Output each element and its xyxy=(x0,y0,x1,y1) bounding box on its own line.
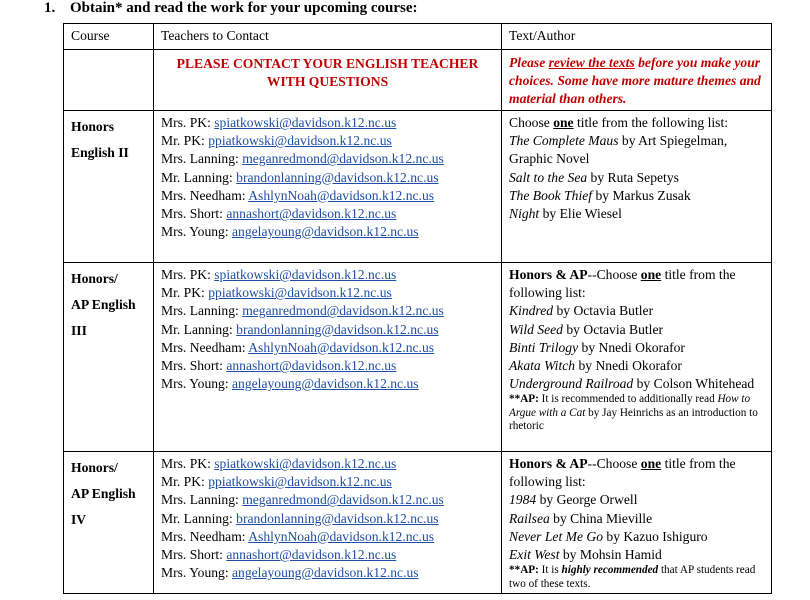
teacher-name: Mrs. Young: xyxy=(161,224,233,240)
teacher-email-link[interactable]: spiatkowski@davidson.k12.nc.us xyxy=(214,115,397,130)
book-item xyxy=(509,169,764,187)
ap-note-label: **AP: xyxy=(509,564,539,577)
teacher-email-link[interactable]: AshlynNoah@davidson.k12.nc.us xyxy=(248,339,435,355)
course-line: Honors/ xyxy=(71,460,118,475)
book-item xyxy=(509,357,764,375)
teacher-line xyxy=(161,357,494,375)
book-author: by Nnedi Okorafor xyxy=(578,339,685,355)
book-author: by Colson Whitehead xyxy=(633,376,755,392)
table-row xyxy=(64,111,772,263)
book-title: Binti Trilogy xyxy=(509,339,579,355)
course-line: English II xyxy=(71,145,129,160)
book-author: by China Mieville xyxy=(549,510,653,526)
ap-note-title: How to Argue with a Cat xyxy=(509,393,751,419)
teacher-email-link[interactable]: angelayoung@davidson.k12.nc.us xyxy=(232,376,419,392)
teacher-line xyxy=(161,205,494,223)
header-text-author: Text/Author xyxy=(502,24,772,50)
teacher-name: Mr. Lanning: xyxy=(161,169,237,185)
header-teachers: Teachers to Contact xyxy=(154,24,502,50)
teacher-email-link[interactable]: brandonlanning@davidson.k12.nc.us xyxy=(236,169,439,185)
book-author: by Kazuo Ishiguro xyxy=(603,528,708,544)
teacher-name: Mr. PK: xyxy=(161,285,209,301)
course-line: Honors/ xyxy=(71,271,118,286)
teacher-line xyxy=(161,564,494,582)
teacher-email-link[interactable]: angelayoung@davidson.k12.nc.us xyxy=(232,224,419,240)
contact-note-text: PLEASE CONTACT YOUR ENGLISH TEACHER WITH QUESTIONS xyxy=(176,56,479,89)
teacher-name: Mr. Lanning: xyxy=(161,321,237,337)
book-author: by Octavia Butler xyxy=(553,303,654,319)
book-title: Railsea xyxy=(509,510,550,526)
teacher-line xyxy=(161,491,494,509)
teacher-line xyxy=(161,546,494,564)
book-item xyxy=(509,510,764,528)
intro-bold: Honors & AP xyxy=(509,267,588,282)
teacher-email-link[interactable]: angelayoung@davidson.k12.nc.us xyxy=(232,565,419,581)
teacher-line xyxy=(161,302,494,320)
teacher-line xyxy=(161,223,494,241)
book-author: by Elie Wiesel xyxy=(539,206,622,222)
book-item xyxy=(509,491,764,509)
teacher-email-link[interactable]: annashort@davidson.k12.nc.us xyxy=(226,547,397,563)
teachers-cell xyxy=(154,111,502,263)
book-item xyxy=(509,528,764,546)
book-list xyxy=(509,132,764,223)
book-author: by Art Spiegelman, Graphic Novel xyxy=(509,133,728,167)
book-title: 1984 xyxy=(509,492,537,508)
ap-note-pre: It is recommended to additionally read xyxy=(538,393,718,406)
teacher-name: Mrs. Needham: xyxy=(161,528,249,544)
book-item xyxy=(509,132,764,168)
teacher-line xyxy=(161,187,494,205)
teacher-name: Mrs. Needham: xyxy=(161,339,249,355)
book-title: The Book Thief xyxy=(509,187,593,203)
course-cell xyxy=(64,111,154,263)
teacher-line xyxy=(161,528,494,546)
teacher-name: Mrs. Lanning: xyxy=(161,151,243,167)
course-line: AP English xyxy=(71,297,136,312)
heading-number: 1. xyxy=(44,0,56,16)
intro-one: one xyxy=(640,456,662,471)
book-item xyxy=(509,339,764,357)
teacher-name: Mrs. PK: xyxy=(161,456,215,471)
teacher-email-link[interactable]: brandonlanning@davidson.k12.nc.us xyxy=(236,510,439,526)
teacher-line xyxy=(161,339,494,357)
teacher-line xyxy=(161,321,494,339)
teacher-email-link[interactable]: brandonlanning@davidson.k12.nc.us xyxy=(236,321,439,337)
teacher-email-link[interactable]: ppiatkowski@davidson.k12.nc.us xyxy=(208,285,392,301)
course-line: IV xyxy=(71,512,87,527)
book-list xyxy=(509,302,764,393)
teacher-line xyxy=(161,455,494,473)
book-item xyxy=(509,205,764,223)
ap-note-emphasis: highly recommended xyxy=(561,564,659,577)
teacher-email-link[interactable]: meganredmond@davidson.k12.nc.us xyxy=(242,492,444,508)
books-intro xyxy=(509,114,764,132)
teacher-email-link[interactable]: spiatkowski@davidson.k12.nc.us xyxy=(214,267,397,282)
books-intro xyxy=(509,455,764,491)
book-title: Wild Seed xyxy=(509,321,563,337)
teacher-email-link[interactable]: AshlynNoah@davidson.k12.nc.us xyxy=(248,528,435,544)
teacher-email-link[interactable]: spiatkowski@davidson.k12.nc.us xyxy=(214,456,397,471)
books-cell xyxy=(502,111,772,263)
book-title: The Complete Maus xyxy=(509,133,619,149)
ap-note-post: that AP students read two of these texts. xyxy=(509,564,756,590)
book-item xyxy=(509,321,764,339)
book-title: Underground Railroad xyxy=(509,376,634,392)
teacher-line xyxy=(161,266,494,284)
teacher-line xyxy=(161,375,494,393)
teacher-name: Mrs. Young: xyxy=(161,565,233,581)
teacher-name: Mr. PK: xyxy=(161,474,209,490)
book-title: Akata Witch xyxy=(509,358,576,374)
teacher-name: Mrs. Needham: xyxy=(161,187,249,203)
teacher-name: Mrs. Short: xyxy=(161,206,227,222)
course-reading-table xyxy=(63,23,772,594)
book-title: Exit West xyxy=(509,547,560,563)
review-note xyxy=(502,50,772,111)
teacher-name: Mrs. Short: xyxy=(161,547,227,563)
header-course: Course xyxy=(64,24,154,50)
ap-note-pre: It is xyxy=(538,564,562,577)
book-author: by Markus Zusak xyxy=(592,187,691,203)
book-author: by George Orwell xyxy=(536,492,638,508)
course-line: III xyxy=(71,323,87,338)
teacher-name: Mrs. Lanning: xyxy=(161,303,243,319)
teacher-name: Mrs. Lanning: xyxy=(161,492,243,508)
teacher-email-link[interactable]: ppiatkowski@davidson.k12.nc.us xyxy=(208,133,392,149)
teacher-line xyxy=(161,284,494,302)
teacher-line xyxy=(161,132,494,150)
intro-post: title from the following list: xyxy=(509,267,736,301)
teachers-cell xyxy=(154,263,502,452)
intro-mid: --Choose xyxy=(587,456,641,471)
review-note-post: before you make your choices. Some have more mature themes and material than others. xyxy=(509,55,761,106)
ap-note-post: by Jay Heinrichs as an introduction to rhetoric xyxy=(509,406,758,433)
teachers-cell xyxy=(154,452,502,594)
intro-bold: Honors & AP xyxy=(509,456,588,471)
course-cell xyxy=(64,263,154,452)
table-row xyxy=(64,452,772,594)
table-header-row xyxy=(64,24,772,50)
teacher-name: Mr. Lanning: xyxy=(161,510,237,526)
book-item xyxy=(509,302,764,320)
book-author: by Ruta Sepetys xyxy=(587,169,679,185)
review-note-pre: Please xyxy=(509,55,549,70)
intro-mid: --Choose xyxy=(587,267,641,282)
table-row xyxy=(64,263,772,452)
book-title: Never Let Me Go xyxy=(509,528,603,544)
book-title: Salt to the Sea xyxy=(509,169,588,185)
books-intro xyxy=(509,266,764,302)
course-line: AP English xyxy=(71,486,136,501)
book-item xyxy=(509,375,764,393)
course-line: Honors xyxy=(71,119,115,134)
intro-post: title from the following list: xyxy=(509,456,736,490)
book-title: Kindred xyxy=(509,303,554,319)
teacher-email-link[interactable]: AshlynNoah@davidson.k12.nc.us xyxy=(248,187,435,203)
ap-note xyxy=(509,393,764,434)
ap-note xyxy=(509,564,764,591)
teacher-email-link[interactable]: annashort@davidson.k12.nc.us xyxy=(226,206,397,222)
book-item xyxy=(509,546,764,564)
book-author: by Octavia Butler xyxy=(562,321,664,337)
teacher-line xyxy=(161,169,494,187)
intro-one: one xyxy=(553,115,574,130)
teacher-name: Mrs. Short: xyxy=(161,358,227,374)
teacher-email-link[interactable]: ppiatkowski@davidson.k12.nc.us xyxy=(208,474,392,490)
book-title: Night xyxy=(509,206,540,222)
books-cell xyxy=(502,263,772,452)
intro-one: one xyxy=(640,267,662,282)
heading-text: Obtain* and read the work for your upcoming course: xyxy=(70,0,418,16)
teacher-name: Mr. PK: xyxy=(161,133,209,149)
teacher-email-link[interactable]: meganredmond@davidson.k12.nc.us xyxy=(242,151,444,167)
teacher-name: Mrs. PK: xyxy=(161,267,215,282)
teacher-name: Mrs. Young: xyxy=(161,376,233,392)
review-note-text xyxy=(509,52,764,108)
book-list xyxy=(509,491,764,564)
books-cell xyxy=(502,452,772,594)
teacher-name: Mrs. PK: xyxy=(161,115,215,130)
teacher-email-link[interactable]: annashort@davidson.k12.nc.us xyxy=(226,358,397,374)
book-author: by Mohsin Hamid xyxy=(559,547,662,563)
teacher-line xyxy=(161,473,494,491)
contact-note xyxy=(154,50,502,111)
empty-cell xyxy=(64,50,154,111)
section-heading xyxy=(44,0,418,17)
book-item xyxy=(509,187,764,205)
intro-post: title from the following list: xyxy=(573,115,729,130)
teacher-line xyxy=(161,510,494,528)
teacher-email-link[interactable]: meganredmond@davidson.k12.nc.us xyxy=(242,303,444,319)
book-author: by Nnedi Okorafor xyxy=(575,358,682,374)
teacher-line xyxy=(161,114,494,132)
ap-note-label: **AP: xyxy=(509,393,539,406)
note-row xyxy=(64,50,772,111)
review-note-underlined: review the texts xyxy=(548,55,635,70)
course-cell xyxy=(64,452,154,594)
intro-pre: Choose xyxy=(509,115,554,130)
teacher-line xyxy=(161,150,494,168)
